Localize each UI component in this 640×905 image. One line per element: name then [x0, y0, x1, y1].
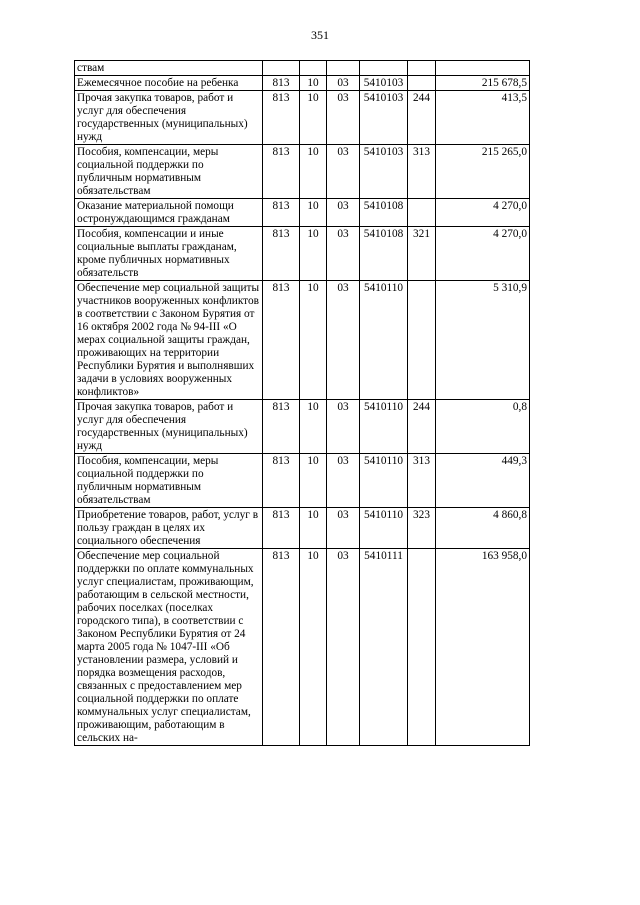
row-gr: 813 — [263, 549, 300, 746]
row-name: Пособия, компенсации, меры социальной поддержки по публичным нормативным обязательствам — [75, 454, 263, 508]
row-vr: 313 — [408, 145, 436, 199]
page-number: 351 — [311, 28, 329, 42]
row-csr: 5410103 — [360, 76, 408, 91]
row-vr: 244 — [408, 400, 436, 454]
row-pr: 03 — [327, 400, 360, 454]
row-rz: 10 — [300, 145, 327, 199]
row-gr: 813 — [263, 76, 300, 91]
row-pr: 03 — [327, 145, 360, 199]
table-row — [75, 199, 530, 227]
row-gr: 813 — [263, 454, 300, 508]
row-vr: 244 — [408, 91, 436, 145]
row-rz: 10 — [300, 91, 327, 145]
table-row — [75, 454, 530, 508]
row-pr: 03 — [327, 227, 360, 281]
row-name: Обеспечение мер социальной поддержки по оплате коммунальных услуг специалистам, проживающим, работающим в сельской местности, рабочих поселках (поселках городского типа), в соответствии с Законом Республики Бурятия от 24 марта 2005 года № 1047-III «Об установлении размера, условий и порядка возмещения расходов, связанных с предоставлением мер социальной поддержки по оплате коммунальных услуг специалистам, проживающим, работающим в сельских на- — [75, 549, 263, 746]
row-csr: 5410110 — [360, 508, 408, 549]
table-row — [75, 281, 530, 400]
row-pr: 03 — [327, 454, 360, 508]
row-sum: 5 310,9 — [436, 281, 530, 400]
row-csr: 5410111 — [360, 549, 408, 746]
row-csr: 5410103 — [360, 91, 408, 145]
row-name: Оказание материальной помощи остронуждающимся гражданам — [75, 199, 263, 227]
row-gr: 813 — [263, 227, 300, 281]
row-gr: 813 — [263, 281, 300, 400]
row-rz: 10 — [300, 227, 327, 281]
row-vr — [408, 549, 436, 746]
table-row — [75, 549, 530, 746]
row-name: Прочая закупка товаров, работ и услуг для обеспечения государственных (муниципальных) нужд — [75, 400, 263, 454]
table-body — [75, 61, 530, 746]
row-csr: 5410110 — [360, 281, 408, 400]
row-name: Прочая закупка товаров, работ и услуг для обеспечения государственных (муниципальных) нужд — [75, 91, 263, 145]
row-gr: 813 — [263, 400, 300, 454]
row-name: Обеспечение мер социальной защиты участников вооруженных конфликтов в соответствии с Законом Бурятия от 16 октября 2002 года № 94-III «О мерах социальной защиты граждан, проживающих на территории Республики Бурятия и выполнявших задачи в условиях вооруженных конфликтов» — [75, 281, 263, 400]
row-rz: 10 — [300, 281, 327, 400]
row-sum: 4 860,8 — [436, 508, 530, 549]
row-vr: 313 — [408, 454, 436, 508]
budget-table — [74, 60, 530, 746]
row-rz — [300, 61, 327, 76]
table-row — [75, 61, 530, 76]
row-csr: 5410110 — [360, 454, 408, 508]
row-rz: 10 — [300, 199, 327, 227]
row-name: Приобретение товаров, работ, услуг в пользу граждан в целях их социального обеспечения — [75, 508, 263, 549]
row-gr: 813 — [263, 145, 300, 199]
row-csr — [360, 61, 408, 76]
row-sum — [436, 61, 530, 76]
row-vr — [408, 199, 436, 227]
row-sum: 449,3 — [436, 454, 530, 508]
row-pr — [327, 61, 360, 76]
row-rz: 10 — [300, 454, 327, 508]
table-row — [75, 145, 530, 199]
row-gr — [263, 61, 300, 76]
row-sum: 215 678,5 — [436, 76, 530, 91]
table-row — [75, 227, 530, 281]
row-sum: 0,8 — [436, 400, 530, 454]
row-vr: 321 — [408, 227, 436, 281]
row-pr: 03 — [327, 76, 360, 91]
table-row — [75, 400, 530, 454]
row-rz: 10 — [300, 400, 327, 454]
row-sum: 163 958,0 — [436, 549, 530, 746]
row-csr: 5410103 — [360, 145, 408, 199]
row-vr — [408, 61, 436, 76]
row-rz: 10 — [300, 508, 327, 549]
row-sum: 4 270,0 — [436, 227, 530, 281]
row-vr: 323 — [408, 508, 436, 549]
row-sum: 413,5 — [436, 91, 530, 145]
table-row — [75, 91, 530, 145]
row-gr: 813 — [263, 91, 300, 145]
row-name: Пособия, компенсации и иные социальные выплаты гражданам, кроме публичных нормативных обязательств — [75, 227, 263, 281]
row-pr: 03 — [327, 91, 360, 145]
row-name: Ежемесячное пособие на ребенка — [75, 76, 263, 91]
row-gr: 813 — [263, 508, 300, 549]
row-sum: 4 270,0 — [436, 199, 530, 227]
row-name: Пособия, компенсации, меры социальной поддержки по публичным нормативным обязательствам — [75, 145, 263, 199]
table-row — [75, 508, 530, 549]
row-pr: 03 — [327, 549, 360, 746]
row-sum: 215 265,0 — [436, 145, 530, 199]
row-csr: 5410108 — [360, 227, 408, 281]
row-name: ствам — [75, 61, 263, 76]
row-vr — [408, 281, 436, 400]
row-pr: 03 — [327, 281, 360, 400]
table-row — [75, 76, 530, 91]
row-rz: 10 — [300, 549, 327, 746]
row-csr: 5410110 — [360, 400, 408, 454]
row-csr: 5410108 — [360, 199, 408, 227]
row-gr: 813 — [263, 199, 300, 227]
row-rz: 10 — [300, 76, 327, 91]
row-vr — [408, 76, 436, 91]
row-pr: 03 — [327, 508, 360, 549]
row-pr: 03 — [327, 199, 360, 227]
